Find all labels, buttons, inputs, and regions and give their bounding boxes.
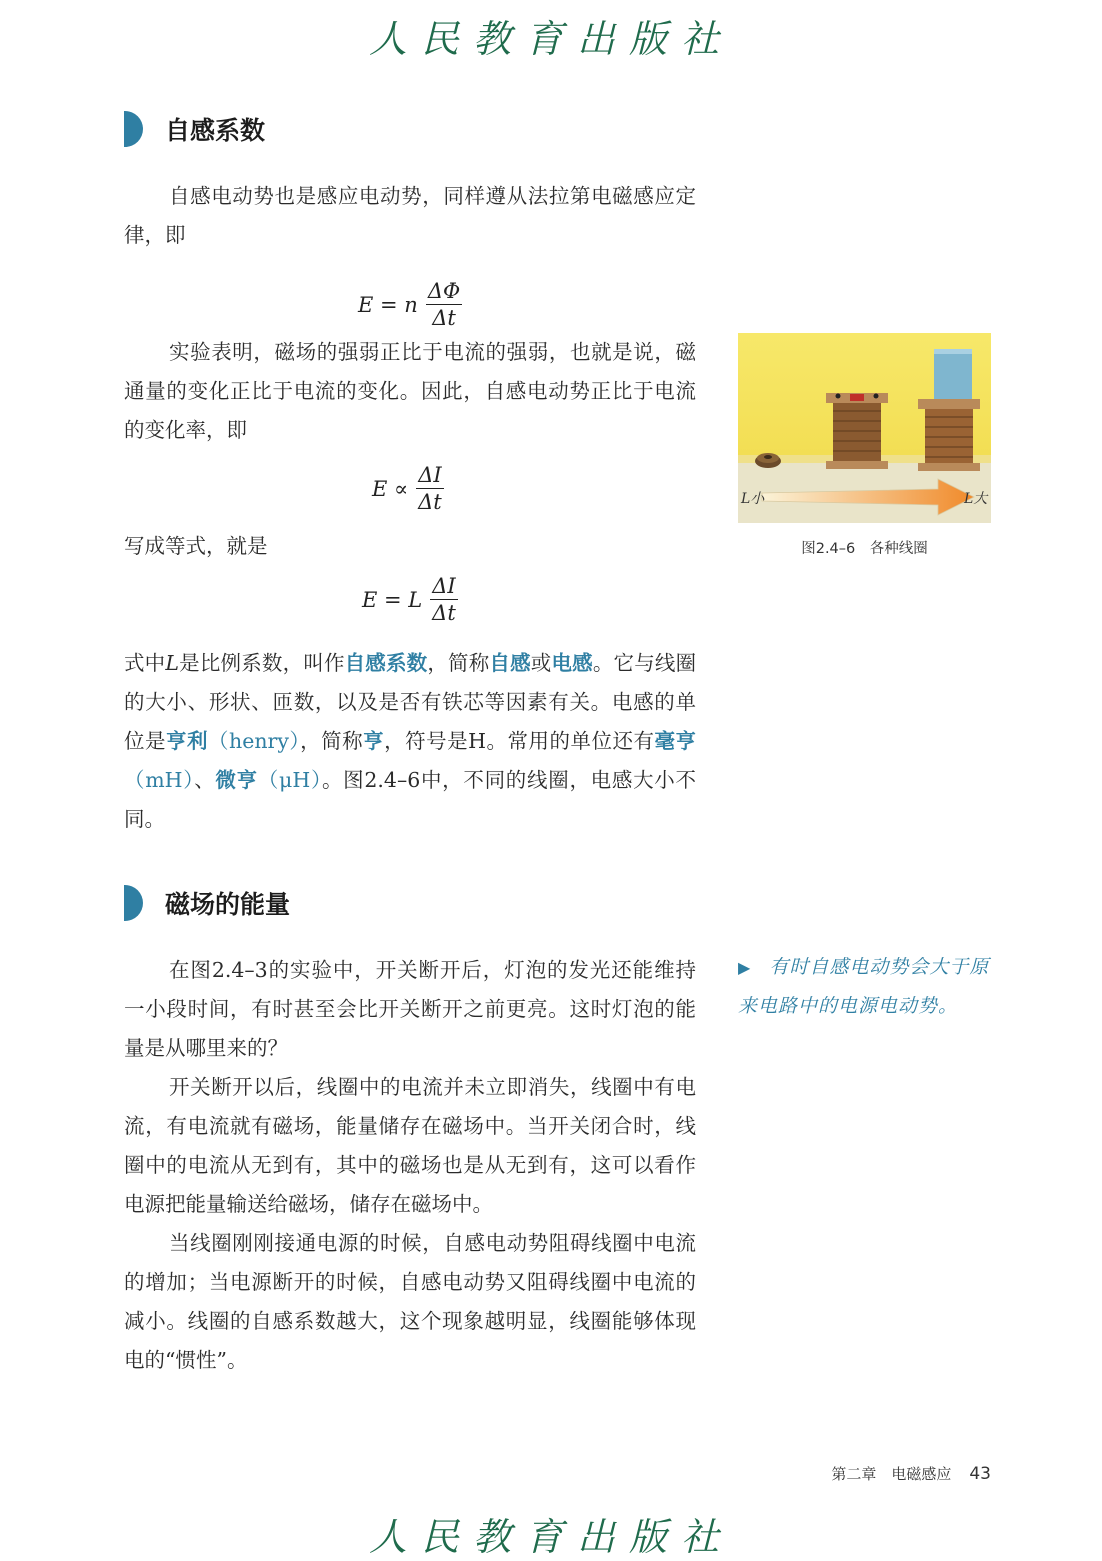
- paragraph: 当线圈刚刚接通电源的时候，自感电动势阻碍线圈中电流的增加；当电源断开的时候，自感电动势又阻碍线圈中电流的减小。线圈的自感系数越大，这个现象越明显，线圈能够体现电的“惯性”。: [124, 1231, 696, 1372]
- paragraph: 在图2.4–3的实验中，开关断开后，灯泡的发光还能维持一小段时间，有时甚至会比开关断开之前更亮。这时灯泡的能量是从哪里来的？: [124, 958, 696, 1060]
- fraction: [430, 575, 457, 624]
- coils-illustration: [738, 333, 991, 523]
- keyword: 亨: [363, 729, 385, 753]
- keyword: 电感: [551, 651, 593, 675]
- formula-lhs: E = n: [358, 292, 418, 317]
- section-title: 磁场的能量: [165, 890, 291, 919]
- keyword: 毫亨: [654, 729, 697, 753]
- fraction-numerator: ΔI: [418, 463, 442, 487]
- label-l-small: L小: [741, 491, 765, 507]
- fraction-denominator: Δt: [418, 490, 442, 514]
- fraction-numerator: ΔΦ: [427, 279, 461, 303]
- formula-inductance: [362, 575, 458, 624]
- chapter-label: 第二章 电磁感应: [831, 1465, 952, 1483]
- publisher-watermark-top: 人民教育出版社: [368, 17, 733, 61]
- sidenote: [738, 948, 998, 1026]
- fraction: [416, 464, 443, 513]
- section-marker-icon: [124, 885, 143, 921]
- keyword: 自感系数: [344, 651, 428, 675]
- fraction: [426, 280, 462, 329]
- fraction-denominator: Δt: [432, 601, 456, 625]
- fraction-denominator: Δt: [432, 306, 456, 330]
- keyword: 亨利: [166, 729, 208, 753]
- paragraph: 实验表明，磁场的强弱正比于电流的强弱，也就是说，磁通量的变化正比于电流的变化。因此，自感电动势正比于电流的变化率，即: [124, 340, 696, 442]
- paragraph: 自感电动势也是感应电动势，同样遵从法拉第电磁感应定律，即: [124, 184, 696, 247]
- page-number: 43: [969, 1464, 991, 1484]
- formula-faraday: [358, 280, 462, 329]
- formula-proportional: [372, 464, 444, 513]
- fraction-numerator: ΔI: [432, 574, 456, 598]
- section-heading-magnetic-energy: [124, 883, 290, 923]
- label-l-large: L大: [964, 491, 988, 507]
- figure-coils-photo: [738, 333, 991, 523]
- page-footer: [831, 1463, 991, 1484]
- sidenote-text: 有时自感电动势会大于原来电路中的电源电动势。: [738, 956, 990, 1017]
- section-marker-icon: [124, 111, 143, 147]
- paragraph: 写成等式，就是: [124, 534, 268, 558]
- formula-lhs: E ∝: [372, 476, 409, 501]
- publisher-watermark-bottom: 人民教育出版社: [368, 1515, 733, 1559]
- keyword: 微亨: [215, 768, 258, 792]
- keyword: 自感: [489, 651, 531, 675]
- paragraph: 开关断开以后，线圈中的电流并未立即消失，线圈中有电流，有电流就有磁场，能量储存在磁场中。当开关闭合时，线圈中的电流从无到有，其中的磁场也是从无到有，这可以看作电源把能量输送给磁场，储存在磁场中。: [124, 1075, 696, 1216]
- section-title: 自感系数: [165, 116, 266, 145]
- section-heading-self-inductance: [124, 109, 265, 149]
- triangle-marker-icon: ▶: [738, 958, 752, 977]
- paragraph-inductance-definition: 式中L是比例系数，叫作自感系数，简称自感或电感。它与线圈的大小、形状、匝数，以及是否有铁芯等因素有关。电感的单位是亨利（henry），简称亨，符号是H。常用的单位还有毫亨（mH）、微亨（μH）。图2.4–6中，不同的线圈，电感大小不同。: [124, 651, 697, 831]
- formula-lhs: E = L: [362, 587, 423, 612]
- figure-caption: 图2.4–6 各种线圈: [801, 541, 928, 557]
